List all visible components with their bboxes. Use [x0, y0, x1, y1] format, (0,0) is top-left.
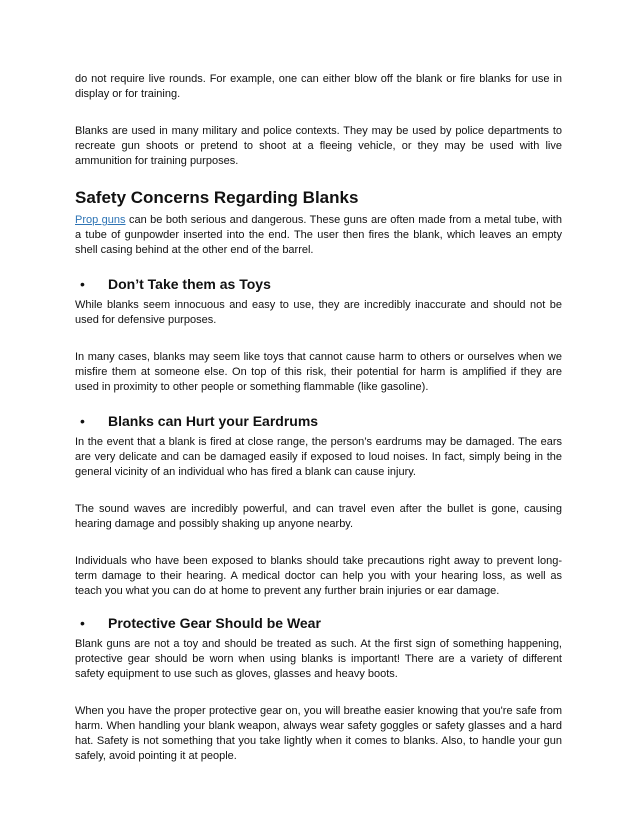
eardrums-paragraph-3: Individuals who have been exposed to blanks should take precautions right away to prevent long-term damage to their hearing. A medical doctor can help you with your hearing loss, as well as teach you what you can do at home to prevent any further brain injuries or ear damage.	[75, 555, 562, 597]
bullet-title: Don’t Take them as Toys	[108, 276, 271, 292]
bullet-heading-toys	[75, 274, 562, 294]
eardrums-paragraph-1: In the event that a blank is fired at close range, the person’s eardrums may be damaged. The ears are very delicate and can be damaged easily if exposed to loud noises. In fact, simply being in the general vicinity of an individual who has fired a blank can cause injury.	[75, 436, 562, 478]
section-heading-safety: Safety Concerns Regarding Blanks	[75, 188, 359, 207]
toys-paragraph-2: In many cases, blanks may seem like toys that cannot cause harm to others or ourselves when we misfire them at someone else. On top of this risk, their potential for harm is amplified if they are used in proximity to other people or something flammable (like gasoline).	[75, 351, 562, 393]
bullet-title: Protective Gear Should be Wear	[108, 615, 321, 631]
bullet-heading-eardrums	[75, 411, 562, 431]
bullet-marker: •	[80, 413, 85, 429]
prop-guns-link[interactable]: Prop guns	[75, 214, 126, 226]
bullet-heading-protective-gear	[75, 613, 562, 633]
toys-paragraph-1: While blanks seem innocuous and easy to use, they are incredibly inaccurate and should not be used for defensive purposes.	[75, 299, 562, 326]
gear-paragraph-1: Blank guns are not a toy and should be treated as such. At the first sign of something happening, protective gear should be worn when using blanks is important! There are a variety of different safety equipment to use such as gloves, glasses and heavy boots.	[75, 638, 562, 680]
document-body	[75, 72, 562, 764]
eardrums-paragraph-2: The sound waves are incredibly powerful, and can travel even after the bullet is gone, causing hearing damage and possibly shaking up anyone nearby.	[75, 503, 562, 530]
safety-paragraph	[75, 213, 562, 258]
intro-paragraph-1: do not require live rounds. For example, one can either blow off the blank or fire blanks for use in display or for training.	[75, 73, 562, 100]
safety-paragraph-text: can be both serious and dangerous. These guns are often made from a metal tube, with a tube of gunpowder inserted into the end. The user then fires the blank, which leaves an empty shell casing behind at the other end of the barrel.	[75, 214, 562, 256]
intro-paragraph-2: Blanks are used in many military and police contexts. They may be used by police departments to recreate gun shoots or pretend to shoot at a fleeing vehicle, or they may be used with live ammunition for training purposes.	[75, 125, 562, 167]
bullet-marker: •	[80, 615, 85, 631]
bullet-title: Blanks can Hurt your Eardrums	[108, 413, 319, 429]
bullet-marker: •	[80, 276, 85, 292]
gear-paragraph-2: When you have the proper protective gear on, you will breathe easier knowing that you're safe from harm. When handling your blank weapon, always wear safety goggles or safety glasses and a hard hat. Safety is not something that you take lightly when it comes to blanks. Also, to handle your gun safely, avoid pointing it at people.	[75, 705, 562, 762]
